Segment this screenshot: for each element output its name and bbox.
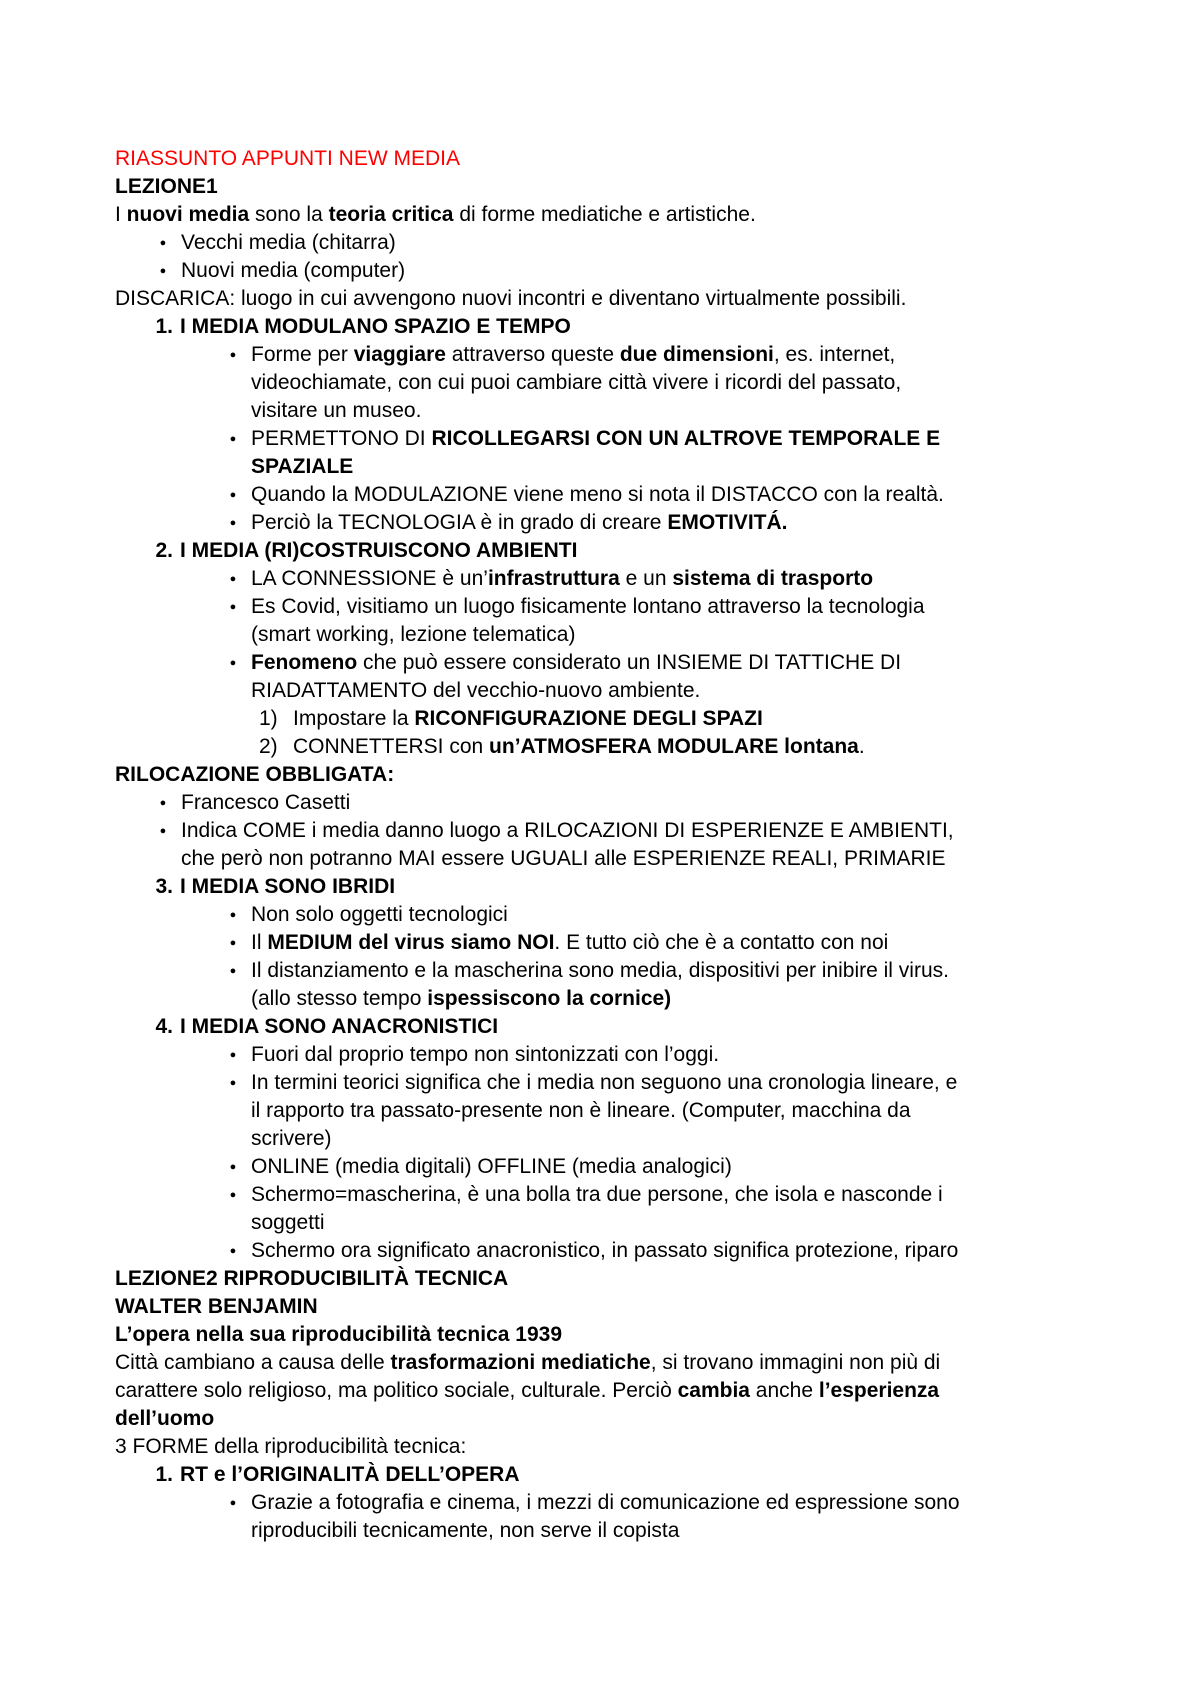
paragraph: I nuovi media sono la teoria critica di forme mediatiche e artistiche.	[115, 203, 756, 226]
paragraph: Città cambiano a causa delle trasformazioni mediatiche, si trovano immagini non più di carattere solo religioso, ma politico sociale, culturale. Perciò cambia anche l’esperienza dell’uomo	[115, 1351, 941, 1430]
bullet-icon	[215, 957, 251, 1013]
bullet-icon	[215, 481, 251, 509]
bullet-item: ● Francesco Casetti	[115, 789, 1115, 817]
sub-list-item: 1) Impostare la RICONFIGURAZIONE DEGLI SPAZI	[259, 707, 763, 730]
bullet-item: ● Indica COME i media danno luogo a RILOCAZIONI DI ESPERIENZE E AMBIENTI, che però non potranno MAI essere UGUALI alle ESPERIENZE REALI, PRIMARIE	[115, 817, 1115, 873]
section-heading: RILOCAZIONE OBBLIGATA:	[115, 763, 395, 786]
numbered-heading: 1. I MEDIA MODULANO SPAZIO E TEMPO	[155, 315, 571, 338]
bullet-icon	[215, 425, 251, 481]
document-body	[115, 145, 1115, 1545]
bullet-item: ● Perciò la TECNOLOGIA è in grado di creare EMOTIVITÁ.	[115, 509, 1115, 537]
bullet-item: ● Forme per viaggiare attraverso queste due dimensioni, es. internet, videochiamate, con cui puoi cambiare città vivere i ricordi del passato, visitare un museo.	[115, 341, 1115, 425]
bullet-item: ● LA CONNESSIONE è un’infrastruttura e un sistema di trasporto	[115, 565, 1115, 593]
bullet-icon	[215, 565, 251, 593]
lesson-heading: LEZIONE2 RIPRODUCIBILITÀ TECNICA	[115, 1267, 509, 1290]
bullet-icon	[215, 649, 251, 705]
bullet-icon	[145, 257, 181, 285]
bullet-icon	[215, 901, 251, 929]
bullet-icon	[215, 1041, 251, 1069]
bullet-item: ● Grazie a fotografia e cinema, i mezzi di comunicazione ed espressione sono riproducibili tecnicamente, non serve il copista	[115, 1489, 1115, 1545]
author-heading: WALTER BENJAMIN	[115, 1295, 318, 1318]
numbered-heading: 2. I MEDIA (RI)COSTRUISCONO AMBIENTI	[155, 539, 578, 562]
bullet-icon	[215, 929, 251, 957]
bullet-item: ● Il MEDIUM del virus siamo NOI. E tutto ciò che è a contatto con noi	[115, 929, 1115, 957]
sub-list-item: 2) CONNETTERSI con un’ATMOSFERA MODULARE lontana.	[259, 735, 865, 758]
bullet-item: ● Fenomeno che può essere considerato un INSIEME DI TATTICHE DI RIADATTAMENTO del vecchio-nuovo ambiente.	[115, 649, 1115, 705]
bullet-icon	[215, 1069, 251, 1153]
document-title: RIASSUNTO APPUNTI NEW MEDIA	[115, 147, 460, 170]
bullet-item: ● Schermo ora significato anacronistico, in passato significa protezione, riparo	[115, 1237, 1115, 1265]
bullet-item: ● Il distanziamento e la mascherina sono media, dispositivi per inibire il virus. (allo stesso tempo ispessiscono la cornice)	[115, 957, 1115, 1013]
bullet-icon	[215, 341, 251, 425]
numbered-heading: 4. I MEDIA SONO ANACRONISTICI	[155, 1015, 499, 1038]
bullet-icon	[215, 1237, 251, 1265]
paragraph: DISCARICA: luogo in cui avvengono nuovi incontri e diventano virtualmente possibili.	[115, 287, 907, 310]
work-title: L’opera nella sua riproducibilità tecnica 1939	[115, 1323, 562, 1346]
bullet-item: ● Nuovi media (computer)	[115, 257, 1115, 285]
paragraph: 3 FORME della riproducibilità tecnica:	[115, 1435, 467, 1458]
bullet-item: ● Non solo oggetti tecnologici	[115, 901, 1115, 929]
bullet-icon	[145, 817, 181, 873]
numbered-heading: 3. I MEDIA SONO IBRIDI	[155, 875, 396, 898]
bullet-item: ● ONLINE (media digitali) OFFLINE (media analogici)	[115, 1153, 1115, 1181]
bullet-item: ● PERMETTONO DI RICOLLEGARSI CON UN ALTROVE TEMPORALE E SPAZIALE	[115, 425, 1115, 481]
bullet-icon	[215, 509, 251, 537]
bullet-icon	[215, 1181, 251, 1237]
bullet-item: ● Schermo=mascherina, è una bolla tra due persone, che isola e nasconde i soggetti	[115, 1181, 1115, 1237]
lesson-heading: LEZIONE1	[115, 175, 218, 198]
numbered-heading: 1. RT e l’ORIGINALITÀ DELL’OPERA	[155, 1463, 520, 1486]
bullet-icon	[215, 1153, 251, 1181]
bullet-icon	[215, 1489, 251, 1545]
bullet-item: ● Vecchi media (chitarra)	[115, 229, 1115, 257]
bullet-item: ● Fuori dal proprio tempo non sintonizzati con l’oggi.	[115, 1041, 1115, 1069]
bullet-item: ● Quando la MODULAZIONE viene meno si nota il DISTACCO con la realtà.	[115, 481, 1115, 509]
bullet-icon	[215, 593, 251, 649]
bullet-item: ● In termini teorici significa che i media non seguono una cronologia lineare, e il rapporto tra passato-presente non è lineare. (Computer, macchina da scrivere)	[115, 1069, 1115, 1153]
bullet-item: ● Es Covid, visitiamo un luogo fisicamente lontano attraverso la tecnologia (smart working, lezione telematica)	[115, 593, 1115, 649]
bullet-icon	[145, 229, 181, 257]
bullet-icon	[145, 789, 181, 817]
